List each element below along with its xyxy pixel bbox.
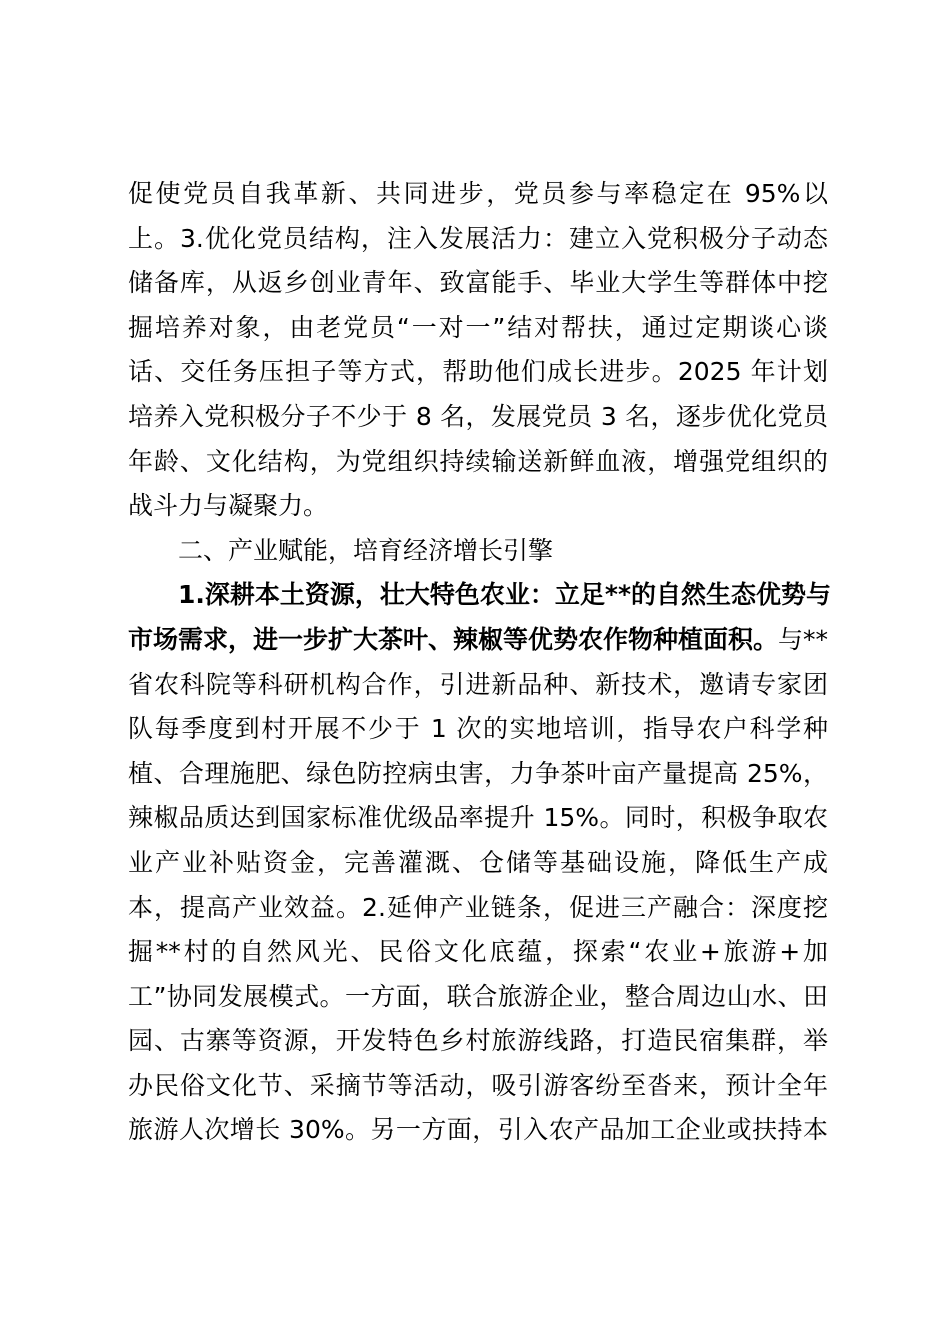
bold-text-segment: 市场需求，进一步扩大茶叶、辣椒等优势农作物种植面积。 xyxy=(128,624,779,654)
paragraph-line: 上。3.优化党员结构，注入发展活力：建立入党积极分子动态 xyxy=(128,223,828,253)
paragraph-line: 旅游人次增长 30%。另一方面，引入农产品加工企业或扶持本 xyxy=(128,1115,828,1145)
paragraph-line: 队每季度到村开展不少于 1 次的实地培训，指导农户科学种 xyxy=(128,714,828,744)
paragraph-line: 本，提高产业效益。2.延伸产业链条，促进三产融合：深度挖 xyxy=(128,892,828,922)
paragraph-line: 辣椒品质达到国家标准优级品率提升 15%。同时，积极争取农 xyxy=(128,803,828,833)
paragraph-line: 植、合理施肥、绿色防控病虫害，力争茶叶亩产量提高 25%， xyxy=(128,758,828,788)
paragraph-line: 促使党员自我革新、共同进步，党员参与率稳定在 95%以 xyxy=(128,179,828,208)
section-heading: 二、产业赋能，培育经济增长引擎 xyxy=(178,535,554,565)
paragraph-line: 战斗力与凝聚力。 xyxy=(128,491,329,521)
paragraph-line: 掘培养对象，由老党员“一对一”结对帮扶，通过定期谈心谈 xyxy=(128,312,828,342)
paragraph-line: 储备库，从返乡创业青年、致富能手、毕业大学生等群体中挖 xyxy=(128,268,828,298)
bold-subheading-line: 1.深耕本土资源，壮大特色农业：立足**的自然生态优势与 xyxy=(178,580,832,610)
paragraph-line: 省农科院等科研机构合作，引进新品种、新技术，邀请专家团 xyxy=(128,669,828,699)
paragraph-line: 工”协同发展模式。一方面，联合旅游企业，整合周边山水、田 xyxy=(128,981,828,1011)
paragraph-line: 话、交任务压担子等方式，帮助他们成长进步。2025 年计划 xyxy=(128,357,828,387)
mixed-style-line xyxy=(128,618,828,663)
document-body xyxy=(128,172,832,1153)
paragraph-line: 园、古寨等资源，开发特色乡村旅游线路，打造民宿集群，举 xyxy=(128,1026,828,1056)
paragraph-line: 掘**村的自然风光、民俗文化底蕴，探索“农业+旅游+加 xyxy=(128,937,828,967)
normal-text-segment: 与** xyxy=(778,624,829,654)
paragraph-line: 办民俗文化节、采摘节等活动，吸引游客纷至沓来，预计全年 xyxy=(128,1070,828,1100)
paragraph-line: 年龄、文化结构，为党组织持续输送新鲜血液，增强党组织的 xyxy=(128,446,828,476)
paragraph-line: 业产业补贴资金，完善灌溉、仓储等基础设施，降低生产成 xyxy=(128,847,828,877)
paragraph-line: 培养入党积极分子不少于 8 名，发展党员 3 名，逐步优化党员 xyxy=(128,401,828,431)
